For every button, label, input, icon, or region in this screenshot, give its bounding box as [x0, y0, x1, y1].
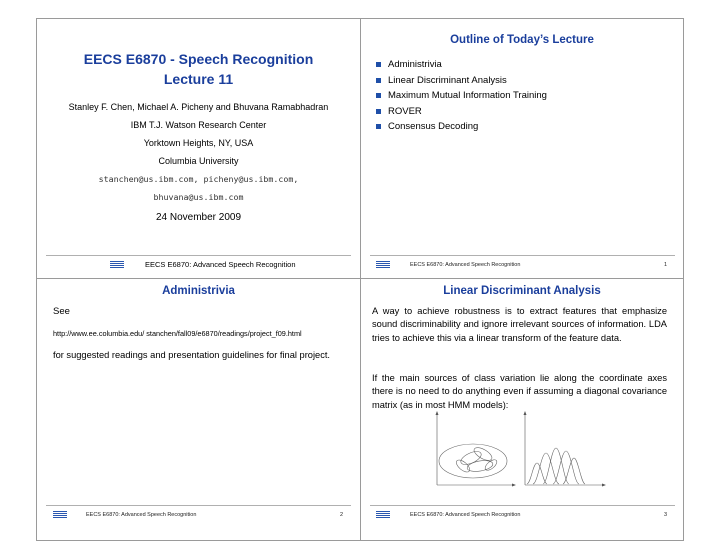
slide2-footer-rule: [370, 255, 675, 256]
left-y-arrow-icon: [436, 411, 439, 415]
ibm-logo-icon: [110, 261, 124, 268]
middle-divider-vertical: [360, 18, 361, 541]
email-addresses-line1: stanchen@us.ibm.com, picheny@us.ibm.com,: [98, 174, 299, 184]
outline-title: Outline of Today’s Lecture: [450, 34, 594, 46]
administrivia-title: Administrivia: [162, 285, 235, 297]
project-url[interactable]: http://www.ee.columbia.edu/ stanchen/fall09/e6870/readings/project_f09.html: [53, 329, 302, 338]
affiliation-ibm: IBM T.J. Watson Research Center: [130, 120, 267, 130]
lecture-date: 24 November 2009: [155, 212, 242, 223]
affiliation-columbia: Columbia University: [158, 156, 239, 166]
list-item: Administrivia: [376, 57, 676, 73]
lecture-course-title: EECS E6870 - Speech Recognition: [83, 51, 314, 67]
ibm-logo-icon: [53, 511, 67, 518]
right-border: [683, 18, 684, 541]
list-item: ROVER: [376, 104, 676, 120]
bullet-icon: [376, 78, 381, 83]
suggested-readings-text: for suggested readings and presentation guidelines for final project.: [53, 350, 331, 360]
right-y-arrow-icon: [524, 411, 527, 415]
slide4-footer-text: EECS E6870: Advanced Speech Recognition: [410, 512, 521, 518]
slide4-page-number: 3: [664, 512, 668, 518]
bullet-icon: [376, 124, 381, 129]
lecture-number: Lecture 11: [163, 71, 234, 87]
bullet-icon: [376, 62, 381, 67]
slide3-page-number: 2: [340, 512, 344, 518]
email-addresses-line2: bhuvana@us.ibm.com: [153, 192, 244, 202]
class-distribution-figure: [425, 408, 615, 488]
lda-title: Linear Discriminant Analysis: [443, 285, 601, 297]
affiliation-location: Yorktown Heights, NY, USA: [143, 138, 254, 148]
bullet-icon: [376, 109, 381, 114]
list-item: Linear Discriminant Analysis: [376, 73, 676, 89]
density-curve: [527, 463, 547, 484]
bullet-icon: [376, 93, 381, 98]
lda-paragraph-2: If the main sources of class variation lie along the coordinate axes there is no need to do anything even if assuming a diagonal covariance matrix (as in most HMM models):: [372, 373, 667, 410]
class-ellipse: [454, 458, 471, 474]
slide3-footer-rule: [46, 505, 351, 506]
slide3-footer-text: EECS E6870: Advanced Speech Recognition: [86, 512, 197, 518]
class-ellipse: [459, 449, 483, 467]
ibm-logo-icon: [376, 511, 390, 518]
class-ellipse: [472, 445, 494, 463]
slide2-page-number: 1: [664, 262, 668, 268]
right-x-arrow-icon: [602, 484, 606, 487]
see-text: See: [53, 306, 70, 317]
ibm-logo-icon: [376, 261, 390, 268]
outline-list: [376, 57, 676, 135]
authors: Stanley F. Chen, Michael A. Picheny and Bhuvana Ramabhadran: [68, 102, 329, 112]
slide4-footer-rule: [370, 505, 675, 506]
left-x-arrow-icon: [512, 484, 516, 487]
slide1-footer-text: EECS E6870: Advanced Speech Recognition: [145, 260, 296, 269]
slide-title: [37, 19, 360, 278]
slide2-footer-text: EECS E6870: Advanced Speech Recognition: [410, 262, 521, 268]
list-item: Maximum Mutual Information Training: [376, 88, 676, 104]
slide1-footer-rule: [46, 255, 351, 256]
lda-paragraph-1: A way to achieve robustness is to extract features that emphasize sound discriminability and ignore irrelevant sources of information. LDA tries to achieve this via a linear transform of the feature data.: [372, 306, 667, 343]
class-ellipse: [466, 459, 493, 473]
list-item: Consensus Decoding: [376, 119, 676, 135]
